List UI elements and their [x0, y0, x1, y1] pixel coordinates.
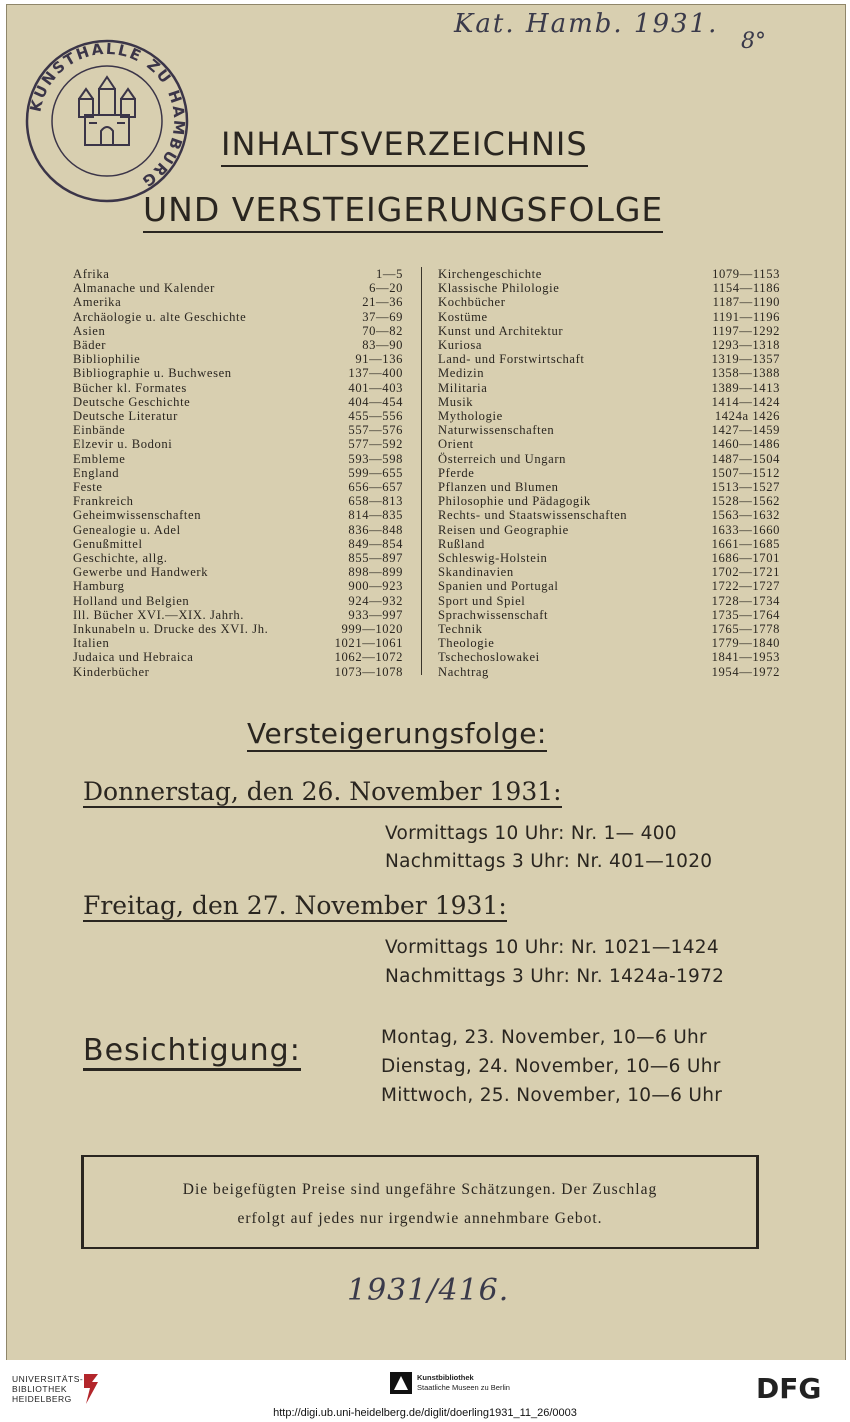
toc-topic: Pflanzen und Blumen — [438, 480, 559, 495]
toc-topic: Elzevir u. Bodoni — [73, 437, 173, 452]
toc-topic: Sport und Spiel — [438, 593, 526, 608]
title-line-2: UND VERSTEIGERUNGSFOLGE — [143, 190, 663, 233]
toc-entry — [438, 466, 780, 480]
toc-lot-range: 83—90 — [362, 338, 403, 353]
toc-lot-range: 1191—1196 — [712, 309, 780, 324]
toc-topic: Tschechoslowakei — [438, 650, 540, 665]
toc-lot-range: 814—835 — [348, 508, 403, 523]
kb-subtitle: Staatliche Museen zu Berlin — [417, 1383, 510, 1392]
title-line-1: INHALTSVERZEICHNIS — [221, 125, 588, 167]
toc-topic: Almanache und Kalender — [73, 281, 215, 296]
toc-lot-range: 900—923 — [348, 579, 403, 594]
notice-text — [84, 1175, 756, 1233]
toc-lot-range: 137—400 — [348, 366, 403, 381]
toc-topic: Italien — [73, 636, 110, 651]
toc-lot-range: 1528—1562 — [711, 494, 780, 509]
toc-lot-range: 849—854 — [348, 536, 403, 551]
toc-topic: Inkunabeln u. Drucke des XVI. Jh. — [73, 622, 269, 637]
toc-entry — [73, 267, 403, 281]
toc-entry — [73, 352, 403, 366]
stamp-text: KUNSTHALLE ZU HAMBURG — [26, 39, 189, 192]
toc-lot-range: 898—899 — [348, 565, 403, 580]
toc-topic: Gewerbe und Handwerk — [73, 565, 209, 580]
toc-lot-range: 1702—1721 — [711, 565, 780, 580]
toc-divider — [421, 267, 422, 675]
toc-left-column — [73, 267, 403, 679]
toc-entry — [73, 551, 403, 565]
toc-topic: Kinderbücher — [73, 664, 150, 679]
toc-lot-range: 401—403 — [348, 380, 403, 395]
toc-entry — [438, 310, 780, 324]
toc-topic: Spanien und Portugal — [438, 579, 559, 594]
toc-entry — [73, 508, 403, 522]
toc-lot-range: 1954—1972 — [711, 664, 780, 679]
kunstbibliothek-logo-icon — [390, 1372, 412, 1394]
toc-topic: Orient — [438, 437, 474, 452]
hamburg-castle-icon — [79, 77, 135, 145]
toc-entry — [438, 608, 780, 622]
toc-lot-range: 455—556 — [348, 409, 403, 424]
ub-heidelberg-label — [12, 1374, 83, 1404]
toc-entry — [73, 579, 403, 593]
day2-morning-session: Vormittags 10 Uhr: Nr. 1021—1424 — [385, 937, 719, 958]
toc-topic: Nachtrag — [438, 664, 489, 679]
toc-topic: Einbände — [73, 423, 126, 438]
toc-topic: Bibliographie u. Buchwesen — [73, 366, 232, 381]
handwritten-format: 8° — [741, 29, 766, 54]
toc-topic: Bibliophilie — [73, 352, 141, 367]
toc-topic: Kostüme — [438, 309, 488, 324]
toc-topic: Schleswig-Holstein — [438, 551, 548, 566]
toc-entry — [73, 295, 403, 309]
kb-name: Kunstbibliothek — [417, 1373, 474, 1382]
permalink-url[interactable]: http://digi.ub.uni-heidelberg.de/diglit/doerling1931_11_26/0003 — [273, 1407, 577, 1419]
toc-topic: Technik — [438, 622, 483, 637]
toc-topic: Medizin — [438, 366, 485, 381]
toc-entry — [73, 423, 403, 437]
toc-lot-range: 1722—1727 — [711, 579, 780, 594]
notice-line-2: erfolgt auf jedes nur irgendwie annehmbare Gebot. — [237, 1210, 603, 1227]
toc-topic: Bäder — [73, 338, 107, 353]
toc-lot-range: 1507—1512 — [711, 465, 780, 480]
toc-entry — [438, 352, 780, 366]
toc-topic: Philosophie und Pädagogik — [438, 494, 591, 509]
toc-entry — [73, 381, 403, 395]
toc-lot-range: 1079—1153 — [712, 267, 780, 281]
toc-entry — [438, 551, 780, 565]
toc-topic: Kochbücher — [438, 295, 506, 310]
toc-entry — [438, 437, 780, 451]
toc-entry — [438, 324, 780, 338]
toc-topic: Holland und Belgien — [73, 593, 190, 608]
toc-topic: Afrika — [73, 267, 110, 281]
toc-lot-range: 656—657 — [348, 480, 403, 495]
toc-topic: Klassische Philologie — [438, 281, 560, 296]
toc-lot-range: 1187—1190 — [712, 295, 780, 310]
toc-entry — [73, 310, 403, 324]
toc-entry — [438, 395, 780, 409]
day2-afternoon-session: Nachmittags 3 Uhr: Nr. 1424a-1972 — [385, 966, 725, 987]
toc-topic: Österreich und Ungarn — [438, 451, 567, 466]
toc-entry — [438, 409, 780, 423]
toc-entry — [438, 423, 780, 437]
handwritten-inventory-number: 1931/416. — [347, 1273, 510, 1308]
footer-bar — [0, 1360, 850, 1422]
kunsthalle-stamp — [23, 37, 191, 205]
ub-label-line: HEIDELBERG — [12, 1394, 72, 1404]
toc-topic: Genealogie u. Adel — [73, 522, 181, 537]
toc-lot-range: 836—848 — [348, 522, 403, 537]
toc-topic: Bücher kl. Formates — [73, 380, 187, 395]
toc-entry — [73, 565, 403, 579]
toc-entry — [438, 523, 780, 537]
toc-lot-range: 37—69 — [362, 309, 403, 324]
toc-entry — [438, 267, 780, 281]
toc-lot-range: 1686—1701 — [711, 551, 780, 566]
toc-entry — [73, 281, 403, 295]
notice-line-1: Die beigefügten Preise sind ungefähre Schätzungen. Der Zuschlag — [182, 1181, 658, 1198]
toc-lot-range: 1073—1078 — [334, 664, 403, 679]
toc-lot-range: 1424a 1426 — [714, 409, 780, 424]
toc-lot-range: 1765—1778 — [711, 622, 780, 637]
toc-entry — [438, 338, 780, 352]
toc-topic: Kuriosa — [438, 338, 483, 353]
toc-entry — [438, 622, 780, 636]
toc-entry — [73, 665, 403, 679]
toc-lot-range: 1427—1459 — [711, 423, 780, 438]
toc-entry — [73, 494, 403, 508]
toc-entry — [73, 537, 403, 551]
toc-entry — [73, 636, 403, 650]
toc-entry — [438, 381, 780, 395]
toc-entry — [73, 650, 403, 664]
toc-entry — [438, 508, 780, 522]
toc-topic: Feste — [73, 480, 103, 495]
toc-topic: Naturwissenschaften — [438, 423, 555, 438]
toc-lot-range: 855—897 — [348, 551, 403, 566]
toc-entry — [73, 324, 403, 338]
toc-lot-range: 557—576 — [348, 423, 403, 438]
toc-entry — [73, 395, 403, 409]
toc-topic: Geheimwissenschaften — [73, 508, 202, 523]
toc-topic: Embleme — [73, 451, 126, 466]
toc-topic: Rußland — [438, 536, 485, 551]
price-notice-box — [81, 1155, 759, 1249]
toc-entry — [73, 608, 403, 622]
toc-lot-range: 599—655 — [348, 465, 403, 480]
toc-topic: Mythologie — [438, 409, 503, 424]
toc-lot-range: 21—36 — [362, 295, 403, 310]
toc-lot-range: 1728—1734 — [711, 593, 780, 608]
toc-topic: Frankreich — [73, 494, 134, 509]
toc-entry — [438, 594, 780, 608]
toc-topic: England — [73, 465, 120, 480]
toc-topic: Kunst und Architektur — [438, 323, 564, 338]
toc-lot-range: 933—997 — [348, 607, 403, 622]
toc-lot-range: 1—5 — [376, 267, 403, 281]
toc-lot-range: 1661—1685 — [711, 536, 780, 551]
toc-lot-range: 577—592 — [348, 437, 403, 452]
day1-morning-session: Vormittags 10 Uhr: Nr. 1— 400 — [385, 823, 677, 844]
toc-lot-range: 1358—1388 — [711, 366, 780, 381]
toc-lot-range: 1319—1357 — [711, 352, 780, 367]
toc-topic: Ill. Bücher XVI.—XIX. Jahrh. — [73, 607, 245, 622]
toc-entry — [73, 480, 403, 494]
toc-entry — [438, 579, 780, 593]
toc-entry — [73, 594, 403, 608]
toc-lot-range: 70—82 — [362, 323, 403, 338]
toc-lot-range: 404—454 — [348, 394, 403, 409]
toc-entry — [73, 452, 403, 466]
viewing-day: Mittwoch, 25. November, 10—6 Uhr — [381, 1085, 723, 1106]
toc-topic: Land- und Forstwirtschaft — [438, 352, 585, 367]
toc-topic: Skandinavien — [438, 565, 514, 580]
toc-lot-range: 658—813 — [348, 494, 403, 509]
toc-topic: Deutsche Literatur — [73, 409, 178, 424]
toc-topic: Theologie — [438, 636, 495, 651]
ub-label-line: BIBLIOTHEK — [12, 1384, 68, 1394]
toc-entry — [438, 650, 780, 664]
toc-lot-range: 1563—1632 — [711, 508, 780, 523]
toc-entry — [73, 409, 403, 423]
ub-label-line: UNIVERSITÄTS- — [12, 1374, 84, 1384]
toc-lot-range: 1389—1413 — [711, 380, 780, 395]
toc-lot-range: 1154—1186 — [712, 281, 780, 296]
toc-lot-range: 1735—1764 — [711, 607, 780, 622]
toc-topic: Hamburg — [73, 579, 125, 594]
toc-topic: Judaica und Hebraica — [73, 650, 194, 665]
viewing-day: Dienstag, 24. November, 10—6 Uhr — [381, 1056, 721, 1077]
toc-entry — [438, 366, 780, 380]
toc-topic: Amerika — [73, 295, 122, 310]
toc-topic: Geschichte, allg. — [73, 551, 168, 566]
toc-topic: Reisen und Geographie — [438, 522, 569, 537]
toc-entry — [438, 480, 780, 494]
toc-topic: Genußmittel — [73, 536, 143, 551]
toc-topic: Deutsche Geschichte — [73, 394, 191, 409]
toc-entry — [73, 437, 403, 451]
toc-lot-range: 1779—1840 — [711, 636, 780, 651]
toc-entry — [73, 366, 403, 380]
toc-lot-range: 91—136 — [355, 352, 403, 367]
toc-lot-range: 1021—1061 — [334, 636, 403, 651]
toc-entry — [438, 636, 780, 650]
toc-lot-range: 1197—1292 — [712, 323, 780, 338]
toc-entry — [438, 281, 780, 295]
dfg-logo: DFG — [756, 1372, 822, 1405]
toc-entry — [438, 295, 780, 309]
toc-lot-range: 1414—1424 — [711, 394, 780, 409]
toc-lot-range: 593—598 — [348, 451, 403, 466]
toc-lot-range: 1293—1318 — [711, 338, 780, 353]
toc-entry — [438, 565, 780, 579]
toc-topic: Sprachwissenschaft — [438, 607, 549, 622]
day1-afternoon-session: Nachmittags 3 Uhr: Nr. 401—1020 — [385, 851, 713, 872]
toc-topic: Archäologie u. alte Geschichte — [73, 309, 247, 324]
toc-entry — [438, 494, 780, 508]
handwritten-call-number: Kat. Hamb. 1931. — [454, 9, 719, 39]
toc-lot-range: 1460—1486 — [711, 437, 780, 452]
toc-lot-range: 1062—1072 — [334, 650, 403, 665]
toc-topic: Musik — [438, 394, 474, 409]
day2-heading: Freitag, den 27. November 1931: — [83, 891, 507, 920]
toc-entry — [73, 466, 403, 480]
kunstbibliothek-label — [417, 1373, 510, 1393]
toc-topic: Asien — [73, 323, 106, 338]
toc-entry — [438, 665, 780, 679]
day1-heading: Donnerstag, den 26. November 1931: — [83, 777, 562, 806]
ub-heidelberg-logo-icon — [80, 1372, 102, 1406]
toc-lot-range: 6—20 — [369, 281, 403, 296]
toc-topic: Militaria — [438, 380, 488, 395]
viewing-day: Montag, 23. November, 10—6 Uhr — [381, 1027, 707, 1048]
toc-entry — [73, 338, 403, 352]
scanned-page — [6, 4, 846, 1361]
viewing-heading: Besichtigung: — [83, 1033, 301, 1071]
toc-lot-range: 1841—1953 — [711, 650, 780, 665]
toc-entry — [438, 537, 780, 551]
sequence-title: Versteigerungsfolge: — [247, 717, 547, 750]
toc-lot-range: 1513—1527 — [711, 480, 780, 495]
toc-entry — [73, 523, 403, 537]
toc-lot-range: 999—1020 — [341, 622, 403, 637]
toc-topic: Pferde — [438, 465, 475, 480]
toc-topic: Kirchengeschichte — [438, 267, 542, 281]
toc-right-column — [438, 267, 780, 679]
toc-entry — [438, 452, 780, 466]
toc-entry — [73, 622, 403, 636]
toc-topic: Rechts- und Staatswissenschaften — [438, 508, 628, 523]
toc-lot-range: 1487—1504 — [711, 451, 780, 466]
toc-lot-range: 1633—1660 — [711, 522, 780, 537]
toc-lot-range: 924—932 — [348, 593, 403, 608]
